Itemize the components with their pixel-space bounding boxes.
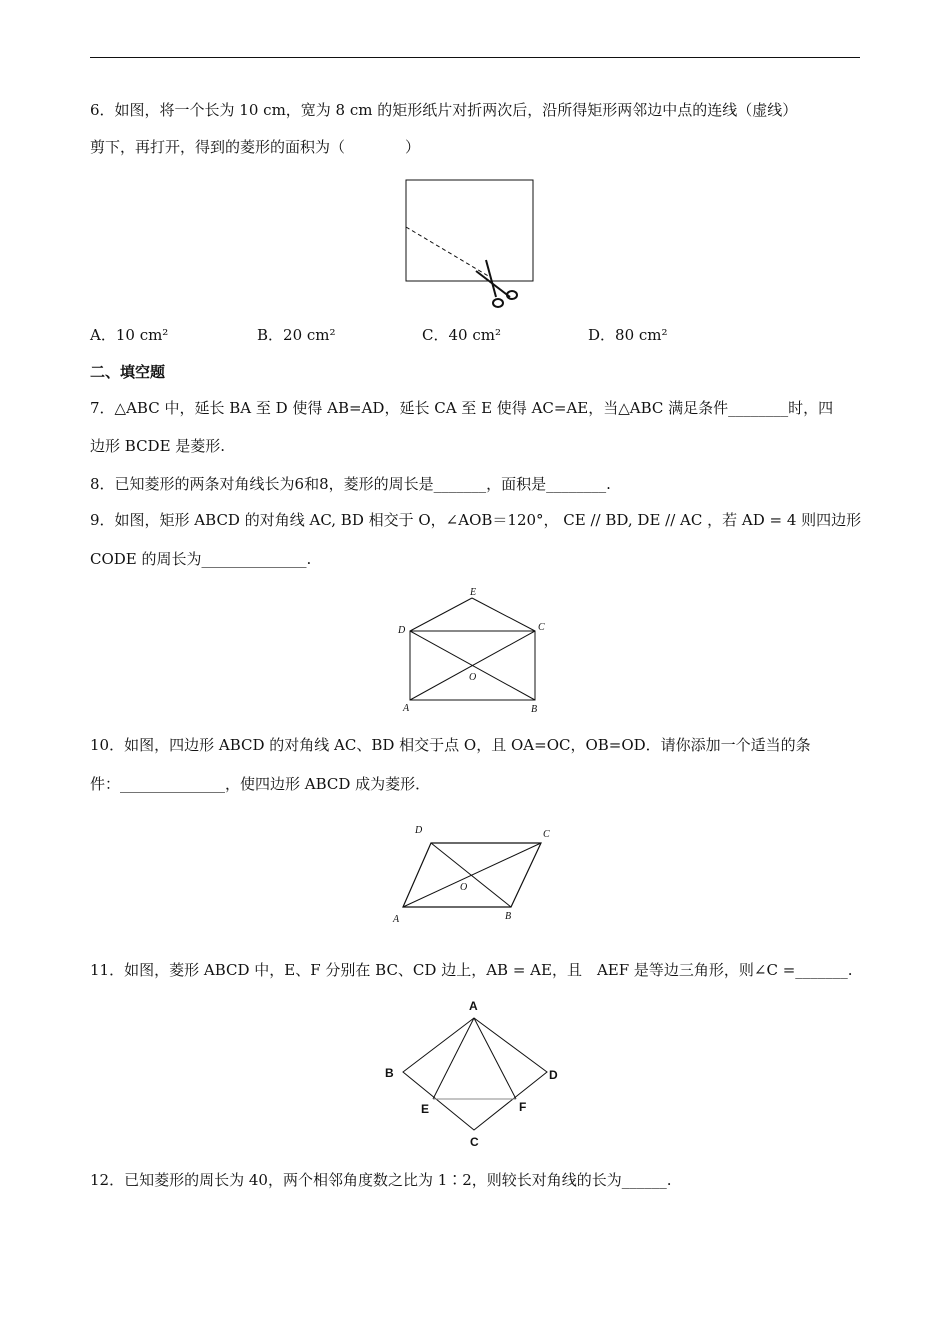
label-a: A bbox=[403, 703, 410, 714]
q8-text: 8．已知菱形的两条对角线长为6和8，菱形的周长是_______，面积是________. bbox=[90, 475, 611, 493]
q6-option-a: A．10 cm² bbox=[90, 326, 169, 344]
diagonal-ac bbox=[403, 843, 541, 907]
label-e: E bbox=[421, 1102, 430, 1116]
label-c: C bbox=[538, 622, 545, 633]
label-a: A bbox=[469, 999, 478, 1013]
label-a: A bbox=[393, 914, 400, 925]
segment-ce bbox=[472, 598, 535, 631]
label-o: O bbox=[460, 882, 468, 893]
label-c: C bbox=[470, 1135, 479, 1149]
q6-text-line2: 剪下，再打开，得到的菱形的面积为（ ） bbox=[90, 138, 421, 156]
q6-figure bbox=[400, 175, 530, 310]
q10-text-line2: 件：______________，使四边形 ABCD 成为菱形． bbox=[90, 775, 431, 793]
paper-rectangle bbox=[406, 180, 533, 281]
q6-option-b: B．20 cm² bbox=[257, 326, 336, 344]
cut-dashed-line bbox=[406, 227, 490, 277]
q9-figure bbox=[395, 585, 555, 715]
q7-text-line2: 边形 BCDE 是菱形. bbox=[90, 437, 226, 455]
label-b: B bbox=[505, 911, 512, 922]
segment-af bbox=[474, 1018, 516, 1099]
q6-option-d: D．80 cm² bbox=[588, 326, 668, 344]
label-d: D bbox=[549, 1068, 558, 1082]
q11-figure bbox=[375, 995, 575, 1155]
segment-de bbox=[410, 598, 472, 631]
segment-ae bbox=[433, 1018, 474, 1099]
q9-text-line1: 9．如图，矩形 ABCD 的对角线 AC, BD 相交于 O，∠AOB＝120°， CE // BD, DE // AC ，若 AD = 4 则四边形 bbox=[90, 511, 862, 529]
label-b: B bbox=[531, 704, 538, 715]
q10-figure bbox=[388, 818, 563, 928]
label-b: B bbox=[385, 1066, 394, 1080]
q6-text-line1: 6．如图，将一个长为 10 cm，宽为 8 cm 的矩形纸片对折两次后，沿所得矩形两邻边中点的连线（虚线） bbox=[90, 101, 798, 119]
q11-text: 11．如图，菱形 ABCD 中，E、F 分别在 BC、CD 边上，AB = AE，且 AEF 是等边三角形，则∠C =_______. bbox=[90, 961, 853, 979]
q9-text-line2: CODE 的周长为______________. bbox=[90, 550, 312, 568]
label-f: F bbox=[519, 1100, 527, 1114]
q12-text: 12．已知菱形的周长为 40，两个相邻角度数之比为 1∶2，则较长对角线的长为______. bbox=[90, 1171, 672, 1189]
scissors-icon bbox=[476, 260, 517, 307]
section-title: 二、填空题 bbox=[90, 363, 166, 381]
label-e: E bbox=[470, 587, 477, 598]
header-rule bbox=[90, 57, 860, 58]
q6-option-c: C．40 cm² bbox=[422, 326, 501, 344]
q7-text-line1: 7．△ABC 中，延长 BA 至 D 使得 AB=AD，延长 CA 至 E 使得 AC=AE，当△ABC 满足条件________时，四 bbox=[90, 399, 834, 417]
diagonal-bd bbox=[431, 843, 511, 907]
label-d: D bbox=[398, 625, 406, 636]
label-o: O bbox=[469, 672, 477, 683]
q10-text-line1: 10．如图，四边形 ABCD 的对角线 AC、BD 相交于点 O，且 OA=OC，OB=OD．请你添加一个适当的条 bbox=[90, 736, 811, 754]
label-d: D bbox=[415, 825, 423, 836]
label-c: C bbox=[543, 829, 550, 840]
